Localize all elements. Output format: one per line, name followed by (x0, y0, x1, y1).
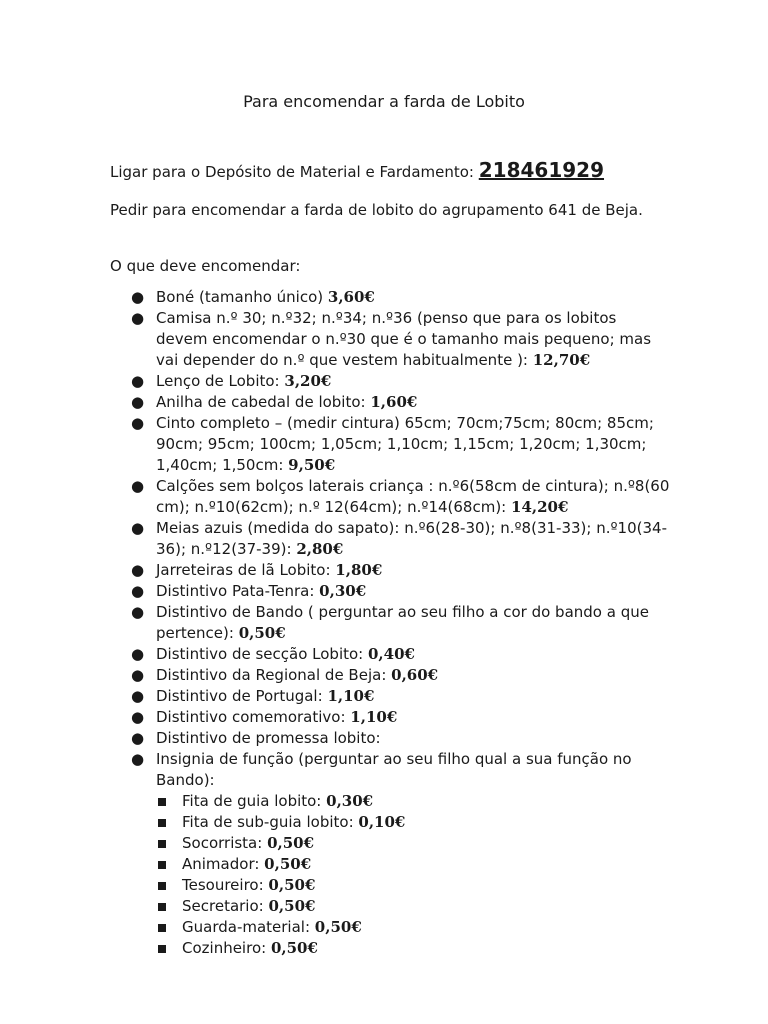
bullet-icon: ● (131, 729, 145, 747)
item-text: Distintivo de secção Lobito: (156, 645, 368, 663)
sub-list-item (156, 938, 670, 959)
item-text: Secretario: (182, 897, 269, 915)
item-text: Camisa n.º 30; n.º32; n.º34; n.º36 (penso que para os lobitos devem encomendar o n.º30 que é o tamanho mais pequeno; mas vai depender do n.º que vestem habitualmente ): (156, 309, 652, 369)
item-text: Distintivo Pata-Tenra: (156, 582, 320, 600)
item-price: 0,50€ (238, 624, 286, 642)
square-bullet-icon (158, 798, 166, 806)
list-item (110, 749, 670, 959)
list-item (110, 371, 670, 392)
list-item (110, 560, 670, 581)
item-price: 12,70€ (532, 351, 591, 369)
square-bullet-icon (158, 903, 166, 911)
item-price: 1,10€ (350, 708, 398, 726)
item-price: 0,30€ (319, 582, 367, 600)
bullet-icon: ● (131, 414, 145, 432)
list-item (110, 602, 670, 644)
bullet-icon: ● (131, 309, 145, 327)
item-price: 0,40€ (368, 645, 415, 663)
square-bullet-icon (158, 882, 166, 890)
item-text: Animador: (182, 855, 265, 873)
item-price: 0,50€ (267, 834, 315, 852)
list-item (110, 392, 670, 413)
sub-list-item (156, 854, 670, 875)
list-item (110, 287, 670, 308)
bullet-icon: ● (131, 666, 145, 684)
item-text: Distintivo de Bando ( perguntar ao seu filho a cor do bando a que pertence): (156, 603, 649, 642)
phone-instruction (110, 160, 670, 183)
item-price: 14,20€ (511, 498, 569, 516)
bullet-icon: ● (131, 603, 145, 621)
sub-list-item (156, 875, 670, 896)
item-text: Distintivo da Regional de Beja: (156, 666, 392, 684)
item-price: 0,50€ (264, 855, 312, 873)
square-bullet-icon (158, 861, 166, 869)
item-price: 0,50€ (314, 918, 362, 936)
item-text: Guarda-material: (182, 918, 315, 936)
item-text: Cozinheiro: (182, 939, 271, 957)
item-text: Tesoureiro: (182, 876, 269, 894)
phone-intro: Ligar para o Depósito de Material e Fardamento: (110, 163, 479, 181)
item-price: 2,80€ (296, 540, 344, 558)
item-text: Fita de sub-guia lobito: (182, 813, 359, 831)
function-list (156, 791, 670, 959)
item-text: Insignia de função (perguntar ao seu filho qual a sua função no Bando): (156, 750, 632, 789)
list-item (110, 518, 670, 560)
bullet-icon: ● (131, 687, 145, 705)
list-item (110, 413, 670, 476)
what-to-order-heading: O que deve encomendar: (110, 257, 301, 275)
item-text: Distintivo de promessa lobito: (156, 729, 381, 747)
item-text: Fita de guia lobito: (182, 792, 327, 810)
item-price: 0,50€ (268, 897, 316, 915)
item-price: 9,50€ (288, 456, 336, 474)
list-item (110, 308, 670, 371)
item-text: Boné (tamanho único) (156, 288, 328, 306)
square-bullet-icon (158, 924, 166, 932)
bullet-icon: ● (131, 288, 145, 306)
item-price: 0,30€ (326, 792, 374, 810)
item-text: Socorrista: (182, 834, 268, 852)
square-bullet-icon (158, 819, 166, 827)
item-text: Distintivo comemorativo: (156, 708, 351, 726)
bullet-icon: ● (131, 582, 145, 600)
sub-list-item (156, 833, 670, 854)
bullet-icon: ● (131, 372, 145, 390)
item-price: 0,10€ (358, 813, 406, 831)
sub-list-item (156, 791, 670, 812)
item-price: 0,60€ (391, 666, 439, 684)
bullet-icon: ● (131, 477, 145, 495)
page-title: Para encomendar a farda de Lobito (243, 92, 525, 111)
square-bullet-icon (158, 945, 166, 953)
phone-number: 218461929 (478, 158, 605, 182)
list-item (110, 728, 670, 749)
bullet-icon: ● (131, 519, 145, 537)
item-price: 1,80€ (335, 561, 383, 579)
item-text: Anilha de cabedal de lobito: (156, 393, 371, 411)
order-instruction: Pedir para encomendar a farda de lobito do agrupamento 641 de Beja. (110, 201, 643, 219)
list-item (110, 686, 670, 707)
list-item (110, 644, 670, 665)
list-item (110, 581, 670, 602)
item-price: 1,60€ (370, 393, 418, 411)
item-price: 1,10€ (327, 687, 375, 705)
item-text: Jarreteiras de lã Lobito: (156, 561, 336, 579)
item-price: 3,60€ (327, 288, 375, 306)
item-text: Distintivo de Portugal: (156, 687, 328, 705)
list-item (110, 665, 670, 686)
item-text: Calções sem bolços laterais criança : n.º6(58cm de cintura); n.º8(60 cm); n.º10(62cm); n.º 12(64cm); n.º14(68cm): (156, 477, 670, 516)
bullet-icon: ● (131, 708, 145, 726)
sub-list-item (156, 812, 670, 833)
item-price: 0,50€ (268, 876, 316, 894)
item-price: 3,20€ (284, 372, 332, 390)
list-item (110, 476, 670, 518)
bullet-icon: ● (131, 750, 145, 768)
list-item (110, 707, 670, 728)
item-text: Cinto completo – (medir cintura) 65cm; 70cm;75cm; 80cm; 85cm; 90cm; 95cm; 100cm; 1,05cm; 1,10cm; 1,15cm; 1,20cm; 1,30cm; 1,40cm; 1,50cm: (156, 414, 654, 474)
sub-list-item (156, 917, 670, 938)
item-text: Meias azuis (medida do sapato): n.º6(28-30); n.º8(31-33); n.º10(34-36); n.º12(37-39): (156, 519, 667, 558)
items-list (110, 287, 670, 959)
square-bullet-icon (158, 840, 166, 848)
bullet-icon: ● (131, 645, 145, 663)
sub-list-item (156, 896, 670, 917)
bullet-icon: ● (131, 393, 145, 411)
item-price: 0,50€ (270, 939, 318, 957)
bullet-icon: ● (131, 561, 145, 579)
item-text: Lenço de Lobito: (156, 372, 285, 390)
